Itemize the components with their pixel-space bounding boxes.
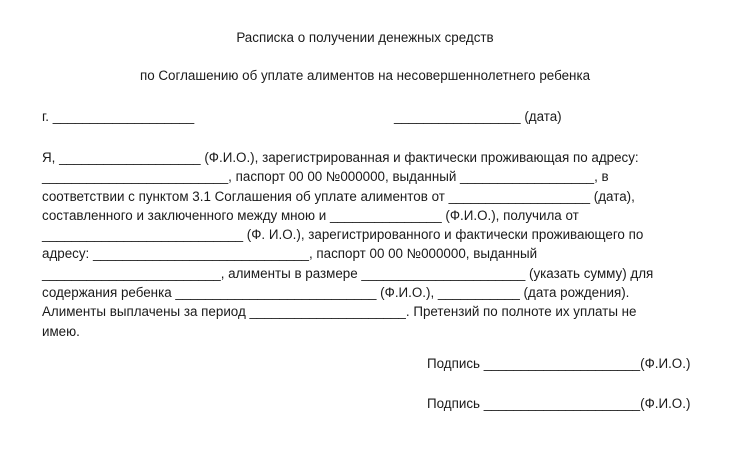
body-line: адресу: _____________________________, паспорт 00 00 №000000, выданный [42,246,538,262]
receipt-body [42,148,712,341]
city-field: г. ___________________ [42,109,195,124]
body-line: _________________________, паспорт 00 00 №000000, выданный __________________, в [42,169,609,185]
body-line: ___________________________ (Ф. И.О.), зарегистрированного и фактически проживающего по [42,227,644,243]
body-line: Я, ___________________ (Ф.И.О.), зарегистрированная и фактически проживающая по адресу: [42,150,639,165]
body-line: ________________________, алименты в размере ______________________ (указать сумму) для [42,265,654,281]
date-field: _________________ (дата) [394,109,562,124]
body-line: составленного и заключенного между мною и _______________ (Ф.И.О.), получила от [42,207,579,223]
body-line: Алименты выплачены за период _____________________. Претензий по полноте их уплаты не [42,304,637,320]
signature-line-1: Подпись _____________________(Ф.И.О.) [427,356,691,371]
body-line: содержания ребенка ___________________________ (Ф.И.О.), ___________ (дата рождения). [42,285,630,301]
body-line: соответствии с пунктом 3.1 Соглашения об уплате алиментов от ___________________ (дата), [42,188,635,204]
document-title: Расписка о получении денежных средств [236,30,494,45]
signature-line-2: Подпись _____________________(Ф.И.О.) [427,396,691,411]
document-subtitle: по Соглашению об уплате алиментов на несовершеннолетнего ребенка [139,68,591,83]
body-line: имею. [42,323,80,339]
